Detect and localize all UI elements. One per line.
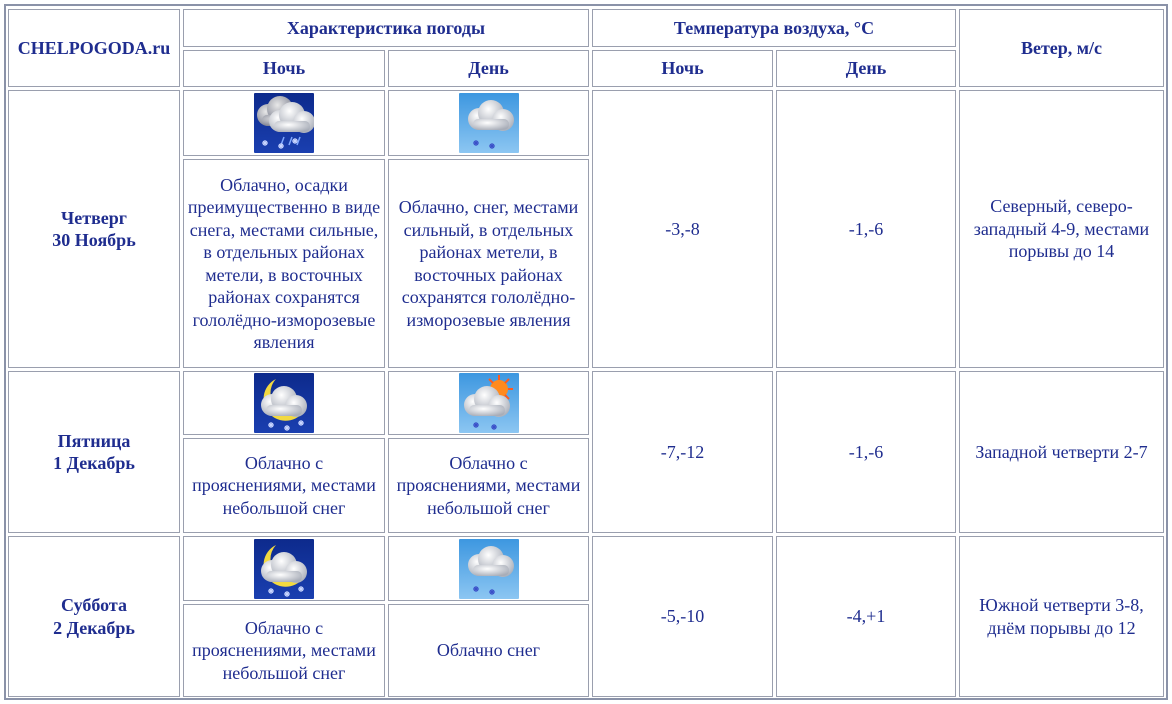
day-icon-cell bbox=[388, 90, 589, 156]
forecast-table bbox=[4, 4, 1168, 700]
temp-night-value: -5,-10 bbox=[592, 536, 773, 697]
temp-night-value: -3,-8 bbox=[592, 90, 773, 368]
night-icon-cell bbox=[183, 536, 385, 601]
day-cell bbox=[8, 371, 180, 533]
wind-value: Западной четверти 2-7 bbox=[959, 371, 1164, 533]
day-name: Суббота bbox=[61, 595, 127, 615]
night-description: Облачно с прояснениями, местами небольшой снег bbox=[183, 438, 385, 533]
day-cell bbox=[8, 90, 180, 368]
site-title-cell bbox=[8, 9, 180, 87]
day-name: Пятница bbox=[57, 430, 131, 451]
sun-cloud-snow-icon bbox=[459, 373, 519, 433]
temp-night-header bbox=[592, 50, 773, 87]
moon-cloud-snow-icon bbox=[254, 539, 314, 599]
wind-value: Южной четверти 3-8, днём порывы до 12 bbox=[959, 536, 1164, 697]
cloud-snow-night-icon bbox=[254, 93, 314, 153]
air-temperature-label: Температура воздуха, °C bbox=[673, 17, 875, 38]
temp-day-header bbox=[776, 50, 956, 87]
day-icon-cell bbox=[388, 536, 589, 601]
cloud-snow-day-icon bbox=[459, 539, 519, 599]
temp-night-value: -7,-12 bbox=[592, 371, 773, 533]
day-icon-cell bbox=[388, 371, 589, 435]
weather-night-header bbox=[183, 50, 385, 87]
weather-day-header bbox=[388, 50, 589, 87]
site-title: CHELPOGODA.ru bbox=[17, 37, 171, 58]
day-cell bbox=[8, 536, 180, 697]
day-date: 2 Декабрь bbox=[53, 617, 135, 638]
night-description: Облачно с прояснениями, местами небольшой снег bbox=[183, 604, 385, 697]
cloud-snow-day-icon bbox=[459, 93, 519, 153]
night-description: Облачно, осадки преимущественно в виде снега, местами сильные, в отдельных районах метели, в восточных районах сохранятся гололёдно-изморозевые явления bbox=[183, 159, 385, 368]
temp-day-value: -1,-6 bbox=[776, 90, 956, 368]
day-label: День bbox=[468, 58, 509, 79]
day-date: 1 Декабрь bbox=[53, 453, 135, 473]
temp-day-value: -4,+1 bbox=[776, 536, 956, 697]
night-icon-cell bbox=[183, 90, 385, 156]
air-temperature-header bbox=[592, 9, 956, 47]
weather-characteristic-header bbox=[183, 9, 589, 47]
night-label: Ночь bbox=[262, 58, 306, 79]
wind-value: Северный, северо-западный 4-9, местами порывы до 14 bbox=[959, 90, 1164, 368]
day-name: Четверг bbox=[61, 207, 127, 228]
day-description: Облачно с прояснениями, местами небольшой снег bbox=[388, 438, 589, 533]
temp-day-value: -1,-6 bbox=[776, 371, 956, 533]
day-label: День bbox=[845, 58, 887, 79]
moon-cloud-snow-icon bbox=[254, 373, 314, 433]
weather-characteristic-label: Характеристика погоды bbox=[286, 17, 486, 38]
day-description: Облачно снег bbox=[388, 604, 589, 697]
night-label: Ночь bbox=[661, 58, 704, 79]
day-description: Облачно, снег, местами сильный, в отдельных районах метели, в восточных районах сохранятся гололёдно-изморозевые явления bbox=[388, 159, 589, 368]
wind-label: Ветер, м/с bbox=[1020, 37, 1103, 58]
day-date: 30 Ноябрь bbox=[52, 230, 136, 250]
wind-header bbox=[959, 9, 1164, 87]
night-icon-cell bbox=[183, 371, 385, 435]
